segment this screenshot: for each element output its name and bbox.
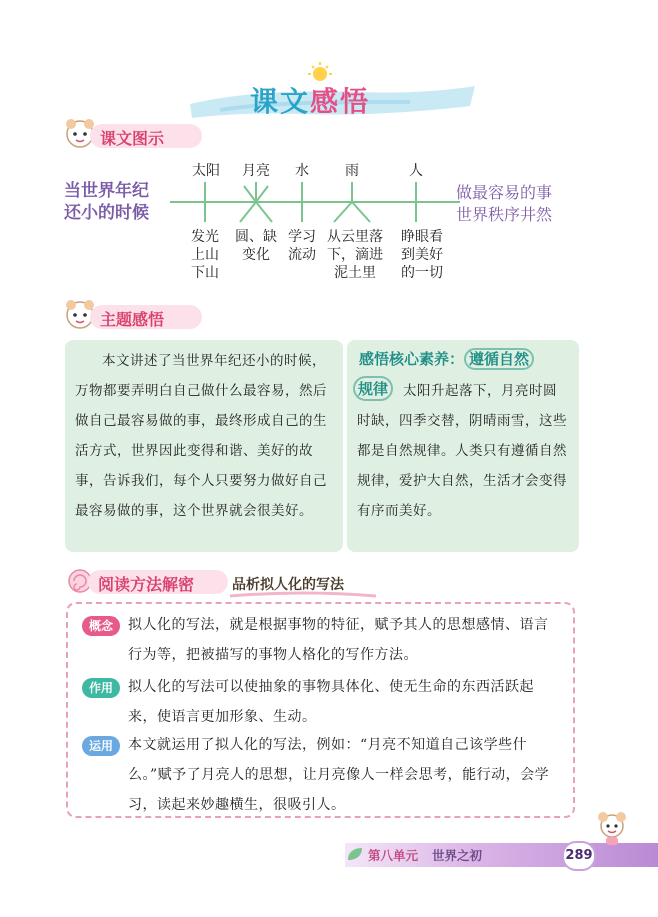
core-literacy-text: 太阳升起落下，月亮时圆时缺，四季交替，阴晴雨雪，这些都是自然规律。人类只有遵循自然规律，爱护大自然，生活才会变得有序而美好。 — [357, 383, 567, 519]
diagram-right-line: 做最容易的事 — [456, 183, 553, 202]
diagram-node-bottom — [280, 228, 324, 264]
diagram-node-bottom — [228, 228, 284, 264]
page-title-part2: 感悟 — [310, 85, 371, 118]
method-tag-application: 运用 — [82, 736, 120, 756]
diagram-node-top: 月亮 — [242, 163, 270, 179]
method-tag-concept: 概念 — [82, 616, 120, 636]
diagram-right-line: 世界秩序井然 — [456, 205, 553, 224]
section-subtitle-method: 品析拟人化的写法 — [232, 577, 344, 593]
method-tag-function: 作用 — [82, 678, 120, 698]
diagram-node-line: 上山 — [191, 247, 219, 263]
section-label-theme: 主题感悟 — [100, 310, 165, 329]
diagram-left-line: 还小的时候 — [64, 203, 149, 223]
footer-lesson-title: 世界之初 — [432, 848, 483, 863]
core-literacy-value-a: 遵循自然 — [464, 348, 534, 370]
diagram-node-line: 到美好 — [401, 247, 443, 263]
section-header-method — [62, 568, 382, 598]
diagram-node-top: 太阳 — [192, 163, 220, 179]
diagram-right-text — [456, 182, 552, 226]
theme-summary-panel — [65, 340, 343, 552]
sun-icon — [313, 67, 327, 81]
diagram-left-line: 当世界年纪 — [64, 181, 149, 201]
core-literacy-label: 感悟核心素养： — [359, 350, 465, 368]
diagram-node-line: 下山 — [191, 265, 219, 281]
diagram-node-top: 人 — [409, 163, 423, 179]
diagram-node-line: 变化 — [242, 247, 270, 263]
section-header-theme — [62, 303, 202, 333]
diagram-node-bottom — [394, 228, 450, 282]
diagram-node-top: 雨 — [345, 163, 359, 179]
subtitle-underline-decoration — [228, 590, 378, 600]
page-title-part1: 课文 — [250, 85, 311, 118]
diagram-node-bottom — [184, 228, 226, 282]
section-label-method: 阅读方法解密 — [98, 575, 195, 594]
core-literacy-title — [359, 348, 534, 369]
diagram-node-line: 睁眼看 — [401, 229, 443, 245]
diagram-node-line: 流动 — [288, 247, 316, 263]
core-literacy-panel — [347, 340, 579, 552]
section-label-diagram: 课文图示 — [100, 129, 165, 148]
diagram-node-line: 下，滴进 — [327, 247, 383, 263]
page-number: 289 — [562, 841, 596, 871]
footer-unit-label: 第八单元 — [368, 848, 419, 863]
page-title — [250, 80, 370, 120]
diagram-node-line: 学习 — [288, 229, 316, 245]
diagram-node-bottom — [320, 228, 390, 282]
diagram-node-top: 水 — [295, 163, 309, 179]
diagram-node-line: 圆、缺 — [235, 229, 277, 245]
core-literacy-value-b: 规律 — [353, 376, 393, 401]
cartoon-mascot-icon — [592, 808, 632, 848]
method-text-application: 本文就运用了拟人化的写法，例如：“月亮不知道自己该学些什么。”赋予了月亮人的思想，让月亮像人一样会思考，能行动，会学习，读起来妙趣横生，很吸引人。 — [128, 737, 550, 813]
text-structure-diagram — [60, 160, 600, 290]
diagram-left-text — [64, 180, 149, 224]
diagram-node-line: 泥土里 — [334, 265, 376, 281]
leaf-icon — [346, 846, 364, 862]
reading-method-panel — [66, 602, 575, 818]
diagram-node-line: 发光 — [191, 229, 219, 245]
diagram-node-line: 从云里落 — [327, 229, 383, 245]
method-text-function: 拟人化的写法可以使抽象的事物具体化、使无生命的东西活跃起来，使语言更加形象、生动。 — [128, 679, 534, 725]
section-header-diagram — [62, 122, 202, 152]
theme-summary-text: 本文讲述了当世界年纪还小的时候，万物都要弄明白自己做什么最容易，然后做自己最容易做的事，最终形成自己的生活方式，世界因此变得和谐、美好的故事，告诉我们，每个人只要努力做好自己最容易做的事，这个世界就会很美好。 — [75, 353, 327, 519]
method-text-concept: 拟人化的写法，就是根据事物的特征，赋予其人的思想感情、语言行为等，把被描写的事物人格化的写作方法。 — [128, 617, 549, 663]
diagram-node-line: 的一切 — [401, 265, 443, 281]
